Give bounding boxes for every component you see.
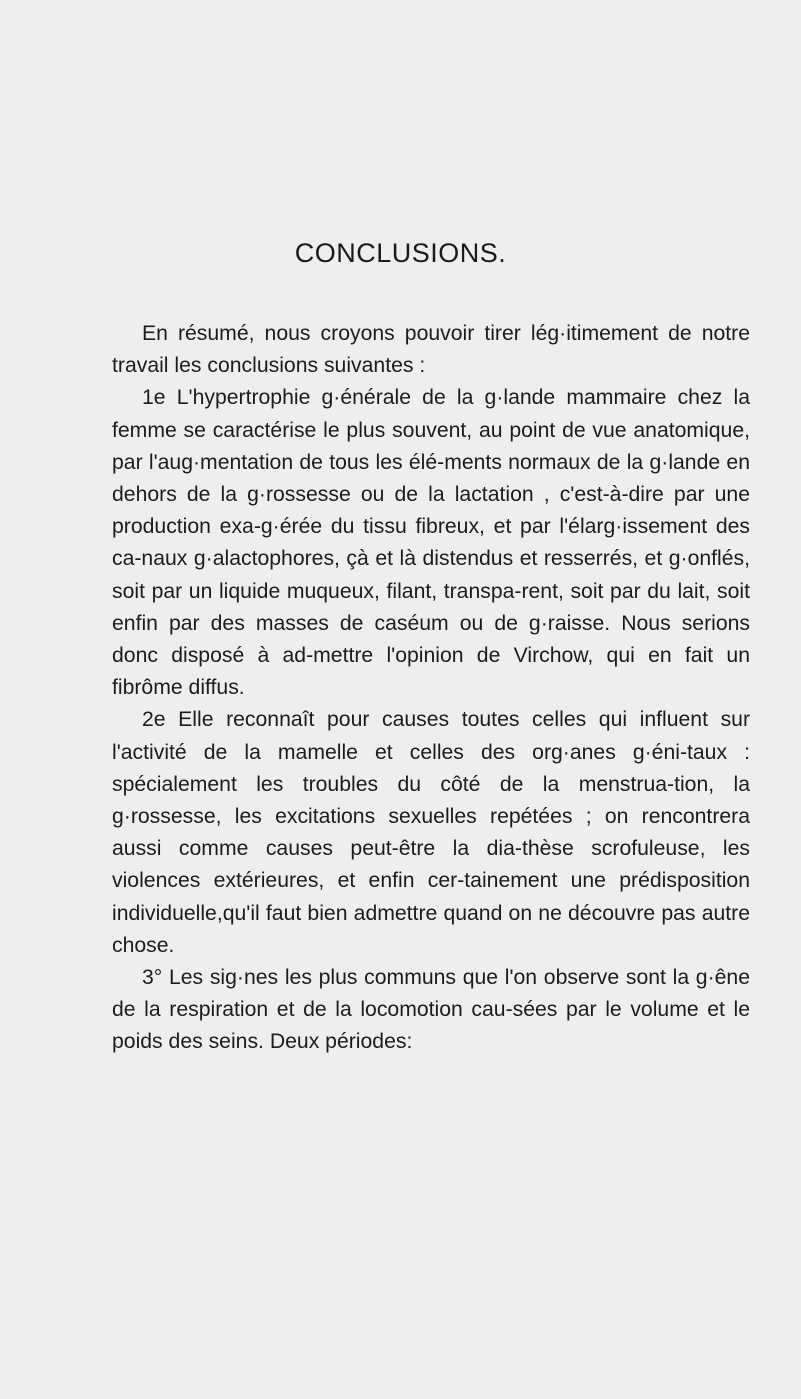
paragraph-conclusion-1 [112,382,750,704]
paragraph-text: En résumé, nous croyons pouvoir tirer lég·itimement de notre travail les conclusions suivantes : [112,322,750,378]
body-text [112,318,750,1059]
paragraph-text: Les sig·nes les plus communs que l'on observe sont la g·êne de la respiration et de la locomotion cau-sées par le volume et le poids des seins. Deux périodes: [112,966,750,1054]
paragraph-conclusion-3 [112,962,750,1059]
paragraph-conclusion-2 [112,704,750,962]
paragraph-number: 3° [142,966,163,990]
paragraph-intro [112,318,750,382]
paragraph-number: 1e [142,386,166,410]
page-title: CONCLUSIONS. [294,238,507,268]
paragraph-text: L'hypertrophie g·énérale de la g·lande mammaire chez la femme se caractérise le plus souvent, au point de vue anatomique, par l'aug·mentation de tous les élé-ments normaux de la g·lande en dehors de la g·rossesse ou de la lactation , c'est-à-dire par une production exa-g·érée du tissu fibreux, et par l'élarg·issement des ca-naux g·alactophores, çà et là distendus et resserrés, et g·onflés, soit par un liquide muqueux, filant, transpa-rent, soit par du lait, soit enfin par des masses de caséum ou de g·raisse. Nous serions donc disposé à ad-mettre l'opinion de Virchow, qui en fait un fibrôme diffus. [112,386,750,700]
paragraph-number: 2e [142,708,166,732]
paragraph-text: Elle reconnaît pour causes toutes celles qui influent sur l'activité de la mamelle et celles des org·anes g·éni-taux : spécialement les troubles du côté de la menstrua-tion, la g·rossesse, les excitations sexuelles repétées ; on rencontrera aussi comme causes peut-être la dia-thèse scrofuleuse, les violences extérieures, et enfin cer-tainement une prédisposition individuelle,qu'il faut bien admettre quand on ne découvre pas autre chose. [112,708,750,957]
